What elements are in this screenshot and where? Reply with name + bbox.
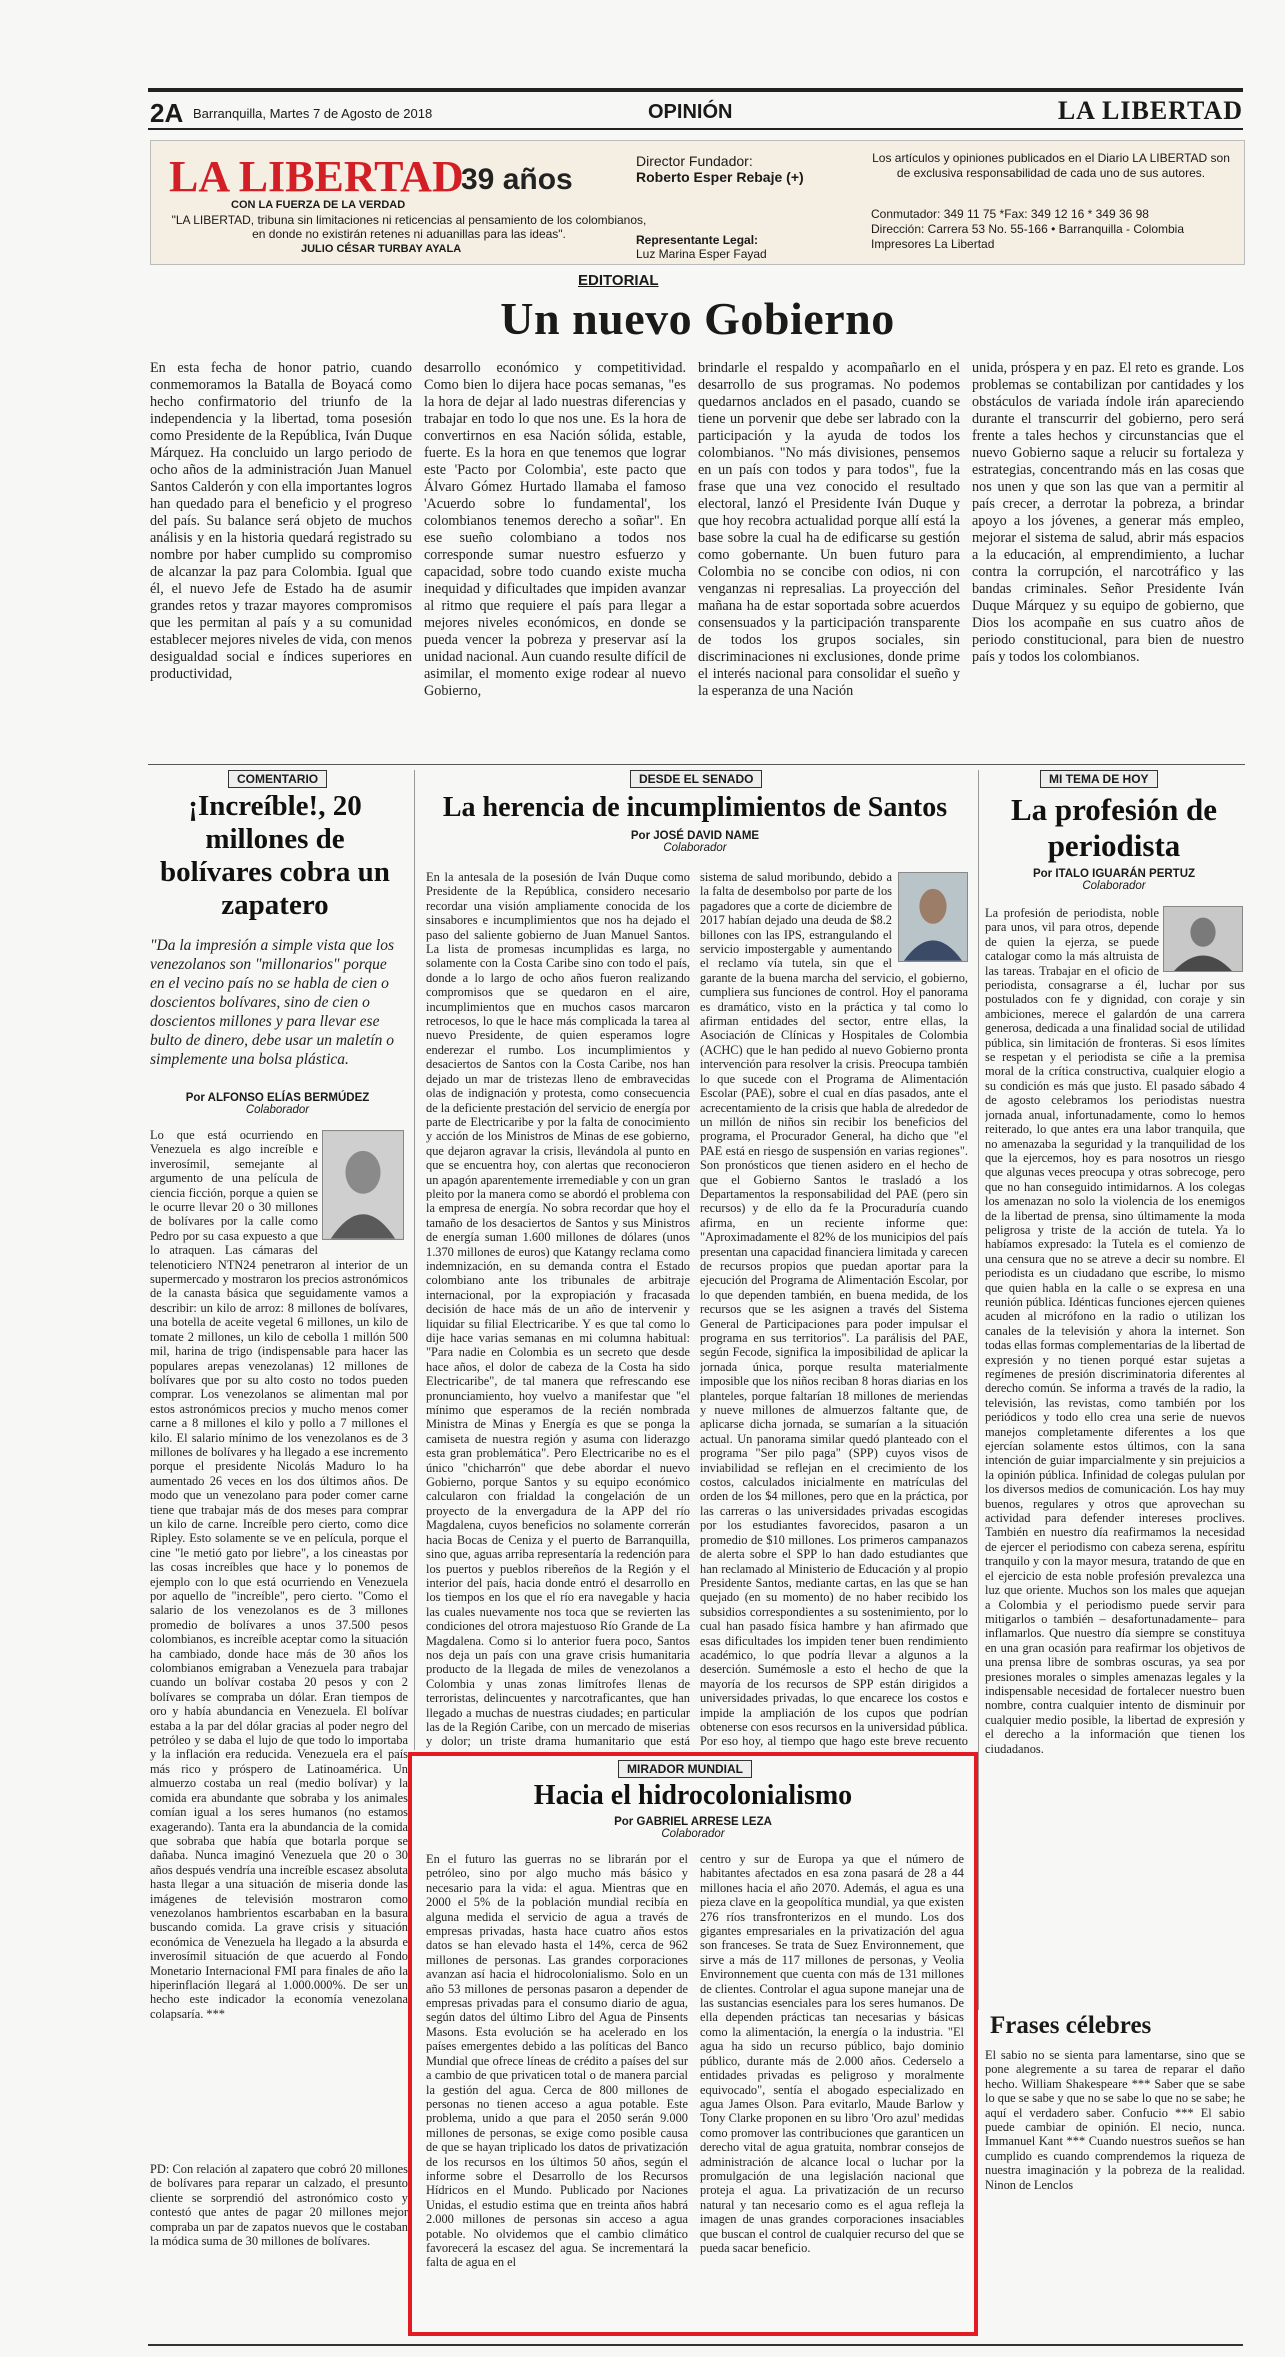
column-divider-right <box>978 770 979 2010</box>
editorial-column-4: unida, próspera y en paz. El reto es grande. Los problemas se contabilizan por cantidades y los obstáculos de variada índole irán apareciendo durante el transcurrir del gobierno, pero será frente a tales hechos y circunstancias que el nuevo Gobierno saque a relucir su fortaleza y estrategias, concentrando más en las cosas que nos unen y que son las que van a permitir al país crecer, a derrotar la pobreza, a brindar apoyo a los jóvenes, a generar más empleo, mejorar el sistema de salud, abrir más espacios a la educación, al emprendimiento, a luchar contra la corrupción, el narcotráfico y las bandas criminales. Señor Presidente Iván Duque Márquez y su equipo de gobierno, que Dios los acompañe en sus cuatro años de periodo constitucional, para bien de nuestro país y todos los colombianos. <box>972 360 1244 665</box>
masthead-notice: Los artículos y opiniones publicados en el Diario LA LIBERTAD son de exclusiva responsabilidad de cada uno de sus autores. <box>872 151 1230 180</box>
mitema-byline <box>985 868 1243 892</box>
comentario-author: Por ALFONSO ELÍAS BERMÚDEZ <box>185 1092 370 1104</box>
mitema-label: MI TEMA DE HOY <box>1040 770 1158 788</box>
comentario-role: Colaborador <box>245 1104 310 1116</box>
issue-date: Barranquilla, Martes 7 de Agosto de 2018 <box>193 106 433 121</box>
header-newspaper-name: LA LIBERTAD <box>1057 96 1243 125</box>
comentario-body-text: Lo que está ocurriendo en Venezuela es algo increíble e inverosímil, semejante al argumento de una película de ciencia ficción, porque a quien se le ocurre llevar 20 o 30 millones de bolívares por la calle como Pedro por su casa expuesto a que lo atraquen. Las cámaras del telenoticiero NTN24 penetraron al interior de un supermercado y mostraron los precios astronómicos de la canasta básica que seguidamente vamos a describir: un kilo de arroz: 8 millones de bolívares, una botella de aceite vegetal 6 millones, un kilo de tomate 2 millones, un kilo de cebolla 1 millón 500 mil, harina de trigo (indispensable para hacer las populares arepas venezolanas) 12 millones de bolívares que por su alto costo no todos pueden comprar. Los venezolanos se alimentan mal por estos astronómicos precios y mucho menos comer carne a 8 millones el kilo y pollo a 7 millones el kilo. El salario mínimo de los venezolanos es de 3 millones de bolívares y ha llegado a ese incremento porque el presidente Nicolás Maduro lo ha aumentado 26 veces en los dos últimos años. De modo que un venezolano para poder comer carne tiene que trabajar más de dos meses para comprar un kilo de carne. Increíble pero cierto, como dice Ripley. Esto solamente se ve en película, porque el cine "le metió gato por liebre", a los cineastas por las cosas increíbles que hace y lo ponemos de ejemplo con lo que está ocurriendo en Venezuela por aquello de "increíble", pero cierto. "Como el salario de los venezolanos es de 3 millones promedio de bolívares a unos 37.500 pesos colombianos, es increíble aceptar como la situación ha cambiado, donde hace más de 30 años los colombianos emigraban a Venezuela para trabajar cuando un bolívar costaba 20 pesos y con 2 bolívares se compraba un dólar. Eran tiempos de oro y había abundancia en Venezuela. El bolívar estaba a la par del dólar gracias al poder negro del petróleo y se daba el lujo de que todo lo importaba y la inflación era reducida. Venezuela era el país más rico y próspero de Latinoamérica. Un almuerzo costaba un real (medio bolívar) y la comida era abundante que sobraba y los animales comían igual a los seres humanos (no estamos exagerando). Tanta era la abundancia de la comida que sobraba que había que botarla porque se dañaba. Nunca imaginó Venezuela que 20 o 30 años después vendría una increíble escasez absoluta hasta llegar a una situación de miseria donde las imágenes de televisión mostraron como venezolanos hambrientos escarbaban en la basura buscando comida. La grave crisis y situación económica de Venezuela ha llegado a la absurda e inverosímil situación de que acuerdo al Fondo Monetario Internacional FMI para finales de año la hiperinflación llegará al 1.000.000%. De ser un hecho este indicador la economía venezolana colapsaría. *** <box>150 1128 408 2021</box>
mirador-role: Colaborador <box>661 1828 725 1840</box>
section-name: OPINIÓN <box>648 101 733 123</box>
contact-address: Dirección: Carrera 53 No. 55-166 • Barranquilla - Colombia <box>871 222 1185 236</box>
senado-author: Por JOSÉ DAVID NAME <box>630 830 760 842</box>
mitema-body-text: La profesión de periodista, noble para unos, vil para otros, depende de quien la ejerza, se puede catalogar como la más altruista de las tareas. Trabajar en el oficio de periodista, consagrarse a él, luchar por sus postulados con fe y dignidad, con coraje y sin ambiciones, merece el galardón de una carrera generosa, dedicada a una finalidad social de utilidad pública, sin limitación de fronteras. Si esos límites se respetan y el periodista se ciñe a la premisa moral de la crítica constructiva, cualquier elogio a su condición es más que justo. El pasado sábado 4 de agosto celebramos los periodistas nuestra jornada anual, infortunadamente, como lo hemos reiterado, lo que antes era una labor tranquila, que no amenazaba la seguridad y la tranquilidad de los que la ejercemos, hoy es para nosotros un riesgo que algunas veces preocupa y otras sobrecoge, pero que no han conseguido intimidarnos. A los colegas los amenazan no solo la violencia de los enemigos de la libertad de prensa, sino últimamente la moda peligrosa y triste de la acción de tutela. Ya lo habíamos expresado: la Tutela es el comienzo de una censura que no se atreve a decir su nombre. El periodista es un ciudadano que escribe, lo mismo que quien habla en la calle o se expresa en una reunión pública. Idénticas funciones ejercen quienes acuden al micrófono en la radio o utilizan los canales de la televisión y ahora la internet. Son todas ellas formas complementarias de la libertad de expresión y no tienen porqué estar sujetas a regímenes de presión discriminatoria diferentes al derecho común. Se informa a través de la radio, la televisión, las revistas, como también por los periódicos y todo ello crea una serie de nuevos manejos completamente diferentes a los que ejercían solamente estos últimos, con la sana intención de guiar imparcialmente y sin prejuicios a la opinión pública. Infinidad de colegas pululan por los diversos medios de comunicación. Los hay muy buenos, regulares y otros que aprovechan su actividad para defender intereses proclives. También en nuestro día reafirmamos la necesidad de ejercer el periodismo con cabeza serena, espíritu tranquilo y con la mayor mesura, tratando de que en el ejercicio de esta noble profesión prevalezca una luz que oriente. Muchos son los males que aquejan a Colombia y el periodismo puede servir para mitigarlos o también – desafortunadamente– para inflamarlos. Que nuestro día siempre se constituya en una gran ocasión para reafirmar los objetivos de una prensa libre de sombras oscuras, ya sea por presiones morales o simples amenazas legales y la indispensable necesidad de fortalecer nuestro buen nombre, contra cualquier intento de disminuir por cualquier medio posible, la libertad de expresión y el derecho a la información que tienen los ciudadanos. <box>985 906 1245 1756</box>
photo-spacer <box>1159 906 1245 976</box>
mirador-byline <box>412 1816 974 1840</box>
director-label: Director Fundador: <box>636 153 753 169</box>
mirador-title: Hacia el hidrocolonialismo <box>533 1780 853 1811</box>
comentario-body <box>150 1128 408 2158</box>
mirador-column-1-text: En el futuro las guerras no se librarán por el petróleo, sino por algo mucho más básico y necesario para la vida: el agua. Mientras que en 2000 el 5% de la población mundial recibía en alguna medida el servicio de agua a través de empresas privadas, hasta hace cuatro años estos datos se han elevado hasta el 14%, cerca de 962 millones de personas. Las grandes corporaciones avanzan así hacia el hidrocolonialismo. Solo en un año 53 millones de personas pasaron a depender de empresas privadas para el consumo diario de agua, según datos del último Libro del Agua de Pinsents Masons. Esta evolución se ha acelerado en los países emergentes debido a las políticas del Banco Mundial que ofrece líneas de crédito a países del sur a cambio de que privaticen total o de manera parcial la gestión del agua. Cerca de 800 millones de personas no tienen acceso a agua potable. Este problema, unido a que para el 2050 serán 9.000 millones de personas, se exige como posible causa de que se hayan triplicado los datos de privatización de los recursos en los últimos 50 años, según el informe sobre el Desarrollo de los Recursos Hídricos en el Mundo. Publicado por Naciones Unidas, el estudio estima que en treinta años habrá 2.000 millones de personas sin acceso a agua potable. No olvidemos que el cambio climático favorecerá la escasez del agua. Se incrementará la falta de agua en el <box>426 1852 688 2270</box>
editorial-column-3: brindarle el respaldo y acompañarlo en el desarrollo de sus programas. No podemos quedarnos anclados en el pasado, cuando se tiene un porvenir que debe ser labrado con la participación y la ayuda de todos los colombianos. "No más divisiones, pensemos en un país con todos y para todos", fue la frase que una vez conocido el resultado electoral, lanzó el Presidente Iván Duque y que hoy recobra actualidad porque allí está la base sobre la cual ha de edificarse su gestión como gobernante. Un buen futuro para Colombia no se concibe con odios, ni con venganzas ni represalias. La proyección del mañana ha de estar soportada sobre acuerdos consensuados y la participación transparente de todos los grupos sociales, sin discriminaciones ni exclusiones, donde prime el interés nacional para consolidar el sueño y la esperanza de una Nación <box>698 360 960 699</box>
column-divider-left <box>414 770 415 1750</box>
contact-printer: Impresores La Libertad <box>871 237 995 251</box>
photo-spacer <box>892 870 968 966</box>
mitema-role: Colaborador <box>1082 880 1146 892</box>
frases-body <box>985 2048 1245 2338</box>
masthead-years: 39 años <box>461 163 573 196</box>
senado-byline <box>420 830 970 854</box>
editorial-column-2: desarrollo económico y competitividad. Como bien lo dijera hace pocas semanas, "es la hora de dejar al lado nuestras diferencias y trabajar en todo lo que nos une. Es la hora de convertirnos en esa Nación sólida, estable, fuerte. Es la hora en que tenemos que lograr este 'Pacto por Colombia', este pacto que Álvaro Gómez Hurtado llamaba el famoso 'Acuerdo sobre lo fundamental', los colombianos tenemos derecho a soñar". En ese sueño colombiano a todos nos corresponde sumar nuestro esfuerzo y capacidad, sobre todo cuando existe mucha inequidad y dificultades que impiden avanzar al ritmo que requiere el país para llegar a mejores niveles económicos, en donde se pueda vencer la pobreza y preservar así la unidad nacional. Aun cuando resulte difícil de asimilar, el momento exige rodear al nuevo Gobierno, <box>424 360 686 699</box>
top-rule <box>148 88 1243 92</box>
mitema-body <box>985 906 1245 2006</box>
comentario-byline <box>150 1092 405 1116</box>
comentario-lead: "Da la impresión a simple vista que los venezolanos son "millonarios" porque en el vecino país no se habla de cien o doscientos bolívares, sino de cien o doscientos millones y para llevar ese bulto de dinero, debe usar un maletín o simplemente una bolsa plástica. <box>150 937 395 1068</box>
senado-column-1 <box>426 870 690 1750</box>
photo-spacer <box>318 1128 408 1246</box>
comentario-label: COMENTARIO <box>228 770 327 788</box>
mitema-author: Por ITALO IGUARÁN PERTUZ <box>1032 868 1196 880</box>
mirador-box <box>408 1752 978 2336</box>
frases-body-text: El sabio no se sienta para lamentarse, sino que se pone alegremente a su tarea de reparar el daño hecho. William Shakespeare *** Saber que se sabe lo que se sabe y que no se sabe lo que no se sabe; he aquí el verdadero saber. Confucio *** El sabio puede cambiar de opinión. El necio, nunca. Immanuel Kant *** Cuando nuestros sueños se han cumplido es cuando comprendemos la riqueza de nuestra imaginación y la pobreza de la realidad. Ninon de Lenclos <box>985 2048 1245 2192</box>
masthead-quote-author: JULIO CÉSAR TURBAY AYALA <box>301 243 462 255</box>
editorial-title: Un nuevo Gobierno <box>500 293 895 344</box>
editorial-label: EDITORIAL <box>578 272 659 289</box>
editorial-bottom-rule <box>148 764 1245 765</box>
header-rule <box>148 128 1243 130</box>
masthead-box <box>150 140 1245 265</box>
masthead-contact <box>871 207 1241 252</box>
mirador-column-2: centro y sur de Europa ya que el número de habitantes afectados en esa zona pasará de 28 a 44 millones hacia el año 2070. Además, el agua es una pieza clave en la geopolítica mundial, ya que existen 276 ríos transfronterizos en el mundo. Los dos gigantes empresariales en la privatización del agua son franceses. Se trata de Suez Environnement, que sirve a más de 117 millones de personas, y Veolia Environnement que cuenta con más de 131 millones de clientes. Controlar el agua supone manejar una de las sustancias esenciales para los seres humanos. De ella dependen prácticas tan necesarias y básicas como la alimentación, la energía o la industria. "El agua ha sido un recurso público, bajo dominio público, durante más de 2.000 años. Cederselo a entidades privadas es peligroso y moralmente equivocado", sentía el abogado especializado en agua James Olson. Para evitarlo, Maude Barlow y Tony Clarke proponen en su libro 'Oro azul' medidas como promover las contribuciones que garanticen un derecho vital de agua gratuita, nombrar consejos de administración de alcance local o luchar por la promulgación de una legislación nacional que proteja el agua. La privatización de un recurso natural y tan necesario como es el agua refleja la imagen de unas grandes corporaciones insaciables que buscan el control de cualquier recurso del que se pueda sacar beneficio. <box>700 1852 964 2255</box>
senado-column-1-text: En la antesala de la posesión de Iván Duque como Presidente de la República, considero necesario recordar una visión ampliamente conocida de los sinsabores e incumplimientos que nos ha dejado el paso del saliente gobierno de Juan Manuel Santos. La lista de promesas incumplidas es larga, no solamente con la Costa Caribe sino con todo el país, donde a lo largo de ocho años fueron realizando compromisos que se quedaron en el aire, incumplimientos que en muchos casos marcaron retrocesos, lo que le hace más complicada la tarea al nuevo Presidente, de quien esperamos logre enderezar el rumbo. Los incumplimientos y desaciertos de Santos con la Costa Caribe, nos han dejado un mar de tristezas lleno de embravecidas olas de indignación y protesta, como consecuencia de la deficiente prestación del servicio de energía por parte de Electricaribe y por la falta de conocimiento y acción de los Ministros de Minas de ese gobierno, que dejaron agravar la crisis, llevándola al punto en que se encuentra hoy, con alertas que reconocieron un apagón aparentemente irremediable y con un gran pleito por la manera como se abordó el problema con la empresa de energía. No sobra recordar que hoy el tamaño de los desaciertos de Santos y sus Ministros de energía suman 1.600 millones de dólares (unos 1.370 millones de euros) que Katangy reclama como indemnización, en su demanda contra el Estado colombiano ante los tribunales de arbitraje internacional, por la expropiación y fracasada decisión de hace más de un año de intervenir y liquidar su filial Electricaribe. Y es que tal como lo dije hace varias semanas en mi columna habitual: "Para nadie en Colombia es un secreto que desde hace años, el dolor de cabeza de la Costa ha sido Electricaribe", de tal manera que refrescando ese pronunciamiento, hoy vuelvo a manifestar que "el mínimo que esperamos de la recién nombrada Ministra de Minas y Energía es que se ponga la camiseta de nuestra región y asuma con liderazgo esta gran problemática". Pero Electricaribe no es el único "chicharrón" que debe abordar el nuevo Gobierno, porque Santos y su equipo económico calcularon con frialdad la congelación de un proyecto de la envergadura de la APP del río Magdalena, cuyos beneficios no solamente correrán hacia Bocas de Ceniza y el puerto de Barranquilla, sino que, aguas arriba representaría la redención para los puertos y pueblos ribereños de la Región y el interior del país, hacia donde entró el desarrollo en los tiempos en los que el río era navegable y hacia las cuales nuevamente nos toca que se revierten las condiciones del otrora majestuoso Río Grande de La Magdalena. Como si lo anterior fuera poco, Santos nos deja un país con una grave crisis humanitaria producto de la llegada de miles de venezolanos a Colombia y unas zonas limítrofes llenas de terroristas, delincuentes y narcotraficantes, que han llegado a muchas de nuestras ciudades; en particular las de la Región Caribe, con un mercado de miserias y dolor; un triste drama humanitario que está <box>426 870 690 1749</box>
editorial-column-1: En esta fecha de honor patrio, cuando conmemoramos la Batalla de Boyacá como hecho confirmatorio del triunfo de la independencia y la libertad, toma posesión como Presidente de la República, Iván Duque Márquez. Ha concluido un largo periodo de ocho años de la administración Juan Manuel Santos Calderón y con ella importantes logros han quedado para el beneficio y el progreso del país. Su balance será objeto de muchos análisis y en la historia quedará registrado su nombre por haber cumplido su compromiso de alcanzar la paz para Colombia. Igual que él, el nuevo Jefe de Estado ha de asumir grandes retos y trazar mayores compromisos que les permitan al país y a su comunidad establecer mejores niveles de vida, con menos desigualdad social e índices superiores en productividad, <box>150 360 412 682</box>
legal-rep-name: Luz Marina Esper Fayad <box>636 247 767 261</box>
senado-column-2-text: sistema de salud moribundo, debido a la falta de desembolso por parte de los pagadores que a corte de diciembre de 2017 habían dejado una deuda de $8.2 billones con las IPS, estrangulando el servicio impostergable y aumentando el reclamo vía tutela, sin que el garante de la buena marcha del servicio, el gobierno, cumpliera sus funciones de control. Hoy el panorama es dramático, visto en la práctica y tal como lo afirman entidades del sector, entre ellas, la Asociación de Clínicas y Hospitales de Colombia (ACHC) que le han pedido al nuevo Gobierno pronta intervención para resolver la crisis. Preocupa también lo que sucede con el Programa de Alimentación Escolar (PAE), sobre el cual en días pasados, ante el acrecentamiento de la crisis que habla de alrededor de un millón de niños sin recibir los beneficios del programa, el Procurador General, ha dicho que "el PAE está en riesgo de suspensión en varias regiones". Son pronósticos que tienen asidero en el hecho de que el Gobierno Santos le trasladó a los Departamentos la responsabilidad del PAE (pero sin recursos) y de ello da fe la Procuraduría cuando afirma, en un reciente informe que: "Aproximadamente el 82% de los municipios del país presentan una capacidad financiera limitada y carecen de recursos propios que puedan aportar para la ejecución del Programa de Alimentación Escolar, por lo que dependen también, en buena medida, de los recursos que se les asignen a través del Sistema General de Participaciones para poder impulsar el programa en sus territorios". La parálisis del PAE, según Fecode, significa la imposibilidad de aplicar la jornada única, porque resulta materialmente imposible que los niños reciban 8 horas diarias en los planteles, porque faltarían 18 millones de meriendas y nueve millones de almuerzos faltante que, de aplicarse dicha jornada, se sumarían a la situación actual. Un panorama similar quedó planteado con el programa "Ser pilo paga" (SPP) cuyos visos de inviabilidad se reflejan en el crecimiento de los costos, calculados inicialmente en matrículas del orden de los $4 millones, pero que en la práctica, por las carreras o las universidades privadas escogidas por los estudiantes favorecidos, pasaron a un promedio de $10 millones. Los primeros campanazos de alerta sobre el SPP lo han dado estudiantes que han reclamado al Ministerio de Educación y al propio Presidente Santos, mediante cartas, en las que se han quejado (en su momento) de no haber recibido los subsidios correspondientes a su sostenimiento, por lo cual han pasado física hambre y han afirmado que esas dificultades los impiden tener buen rendimiento académico, lo que podría llevar a algunos a la deserción. Sumémosle a esto el hecho de que la mayoría de los recursos de SPP están dirigidos a universidades privadas, lo que encarece los costos e impide la ampliación de los cupos que podrían obtenerse con esos recursos en la universidad pública. Por eso hoy, al tiempo que hago este breve recuento <box>700 870 968 1749</box>
mitema-title: La profesión de periodista <box>1010 792 1218 863</box>
page-number: 2A <box>150 98 184 128</box>
director-name: Roberto Esper Rebaje (+) <box>636 169 804 185</box>
legal-rep-label: Representante Legal: <box>636 233 759 247</box>
senado-label: DESDE EL SENADO <box>630 770 762 788</box>
mirador-author: Por GABRIEL ARRESE LEZA <box>614 1816 772 1828</box>
masthead-slogan: CON LA FUERZA DE LA VERDAD <box>231 199 406 211</box>
senado-title: La herencia de incumplimientos de Santos <box>442 792 948 823</box>
comentario-title: ¡Increíble!, 20 millones de bolívares cobra un zapatero <box>160 790 390 921</box>
comentario-postscript: PD: Con relación al zapatero que cobró 20 millones de bolívares para reparar un calzado, el presunto cliente se sorprendió del astronómico costo y contestó que antes de pagar 20 millones mejor compraba un par de zapatos nuevos que le costaban la módica suma de 30 millones de bolívares. <box>150 2162 408 2249</box>
masthead-logo: LA LIBERTAD <box>169 152 464 201</box>
mirador-column-1 <box>426 1852 688 2330</box>
senado-column-2 <box>700 870 968 1750</box>
masthead-quote: "LA LIBERTAD, tribuna sin limitaciones ni reticencias al pensamiento de los colombianos, en donde no existirán retenes ni aduanillas para las ideas". <box>171 213 647 241</box>
mirador-label: MIRADOR MUNDIAL <box>618 1760 752 1778</box>
bottom-rule <box>148 2344 1243 2346</box>
contact-phone: Conmutador: 349 11 75 *Fax: 349 12 16 * 349 36 98 <box>871 207 1149 221</box>
frases-title: Frases célebres <box>990 2012 1152 2039</box>
senado-role: Colaborador <box>663 842 727 854</box>
